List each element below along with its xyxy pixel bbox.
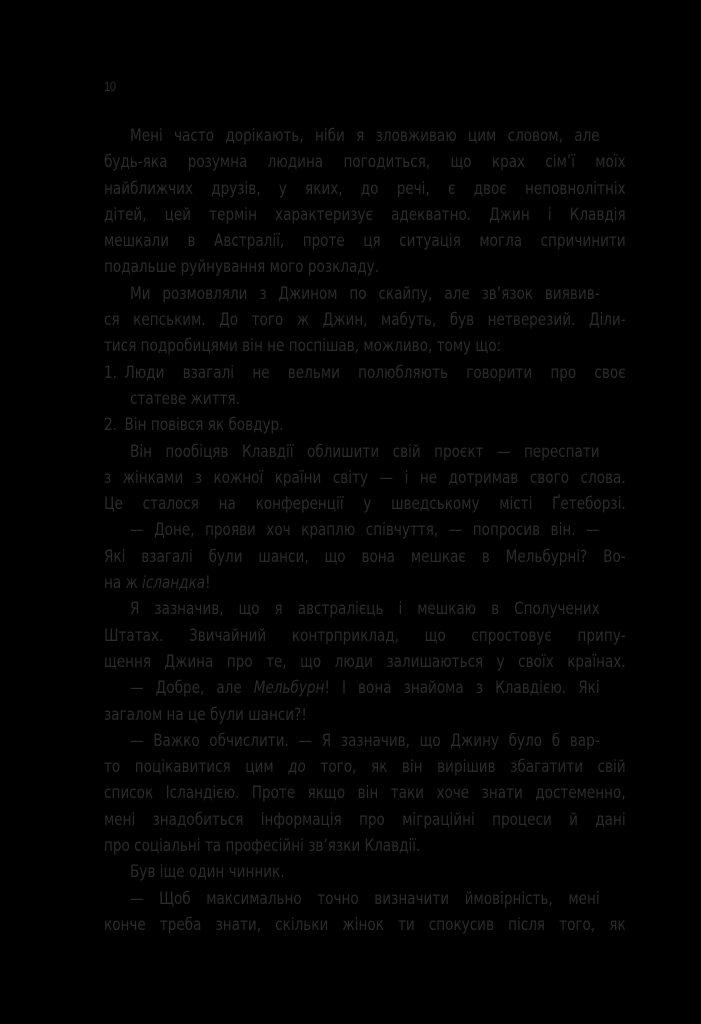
list-number: 1. — [104, 362, 117, 383]
emphasis-text: Мельбурн — [253, 678, 325, 699]
text-line: мешкали в Австралії, проте ця ситуація могла спричинити — [104, 231, 626, 252]
text-line: Ми розмовляли з Джином по скайпу, але зв’язок виявив- — [130, 283, 600, 304]
list-text: Люди взагалі не вельми полюбляють говорити про своє — [124, 362, 626, 383]
text-line: Які взагалі були шанси, що вона мешкає в Мельбурні? Во- — [104, 546, 626, 567]
book-page-body — [104, 123, 626, 938]
text-line: ся кепським. До того ж Джин, мабуть, був нетверезий. Діли- — [104, 310, 626, 331]
text-line: дітей, цей термін характеризує адекватно. Джин і Клавдія — [104, 204, 626, 225]
text-line: Мені часто дорікають, ніби я зловживаю цим словом, але — [130, 126, 600, 146]
text-line: тися подробицями він не поспішав, можливо, тому що: — [104, 336, 502, 357]
text-line: мені знадобиться інформація про міграційні процеси й дані — [104, 809, 626, 830]
text-span: того, як він вирішив збагатити свій — [305, 757, 626, 778]
text-line: загалом на це були шанси?! — [104, 704, 307, 725]
text-line: подальше руйнування мого розкладу. — [104, 257, 380, 278]
text-line: будь-яка розумна людина погодиться, що крах сім’ї моїх — [104, 152, 626, 173]
text-line: Штатах. Звичайний контрприклад, що спростовує припу- — [104, 625, 626, 646]
list-item — [104, 412, 626, 438]
text-line: конче треба знати, скільки жінок ти спокусив після того, як — [104, 914, 626, 935]
text-line: найближчих друзів, у яких, до речі, є двоє неповнолітніх — [104, 178, 626, 199]
text-line: з жінками з кожної країни світу — і не дотримав свого слова. — [104, 467, 626, 488]
text-line — [104, 754, 626, 780]
text-line: статеве життя. — [130, 388, 240, 409]
text-line: Це сталося на конференції у шведському місті Ґетеборзі. — [104, 494, 626, 515]
text-line: про соціальні та професійні зв’язки Клавдії. — [104, 836, 421, 857]
list-item — [104, 360, 626, 386]
text-line: Він пообіцяв Клавдії облишити свій проєкт — переспати — [130, 441, 600, 462]
page-number: 10 — [104, 78, 116, 94]
text-line: — Важко обчислити. — Я зазначив, що Джину було б вар- — [130, 730, 600, 751]
text-span: — Добре, але — [130, 678, 254, 699]
text-line: — Доне, прояви хоч краплю співчуття, — попросив він. — — [130, 520, 600, 541]
text-span: то поцікавитися цим — [104, 757, 289, 778]
text-line: щення Джина про те, що люди залишаються у своїх країнах. — [104, 651, 626, 672]
text-span: на ж — [104, 573, 143, 594]
text-line: — Щоб максимально точно визначити ймовірність, мені — [130, 888, 600, 909]
list-text: Він повівся як бовдур. — [124, 415, 284, 436]
text-span: ! — [205, 573, 211, 594]
emphasis-text: до — [288, 757, 306, 778]
text-span: ! І вона знайома з Клавдією. Які — [324, 678, 600, 699]
text-line: список Ісландією. Проте якщо він таки хоче знати достеменно, — [104, 783, 626, 804]
emphasis-text: ісландка — [142, 573, 206, 594]
text-line: Я зазначив, що я австралієць і мешкаю в Сполучених — [130, 599, 600, 620]
text-line — [104, 570, 626, 596]
text-line — [104, 675, 626, 701]
text-line: Був іще один чинник. — [130, 862, 285, 883]
list-number: 2. — [104, 415, 117, 436]
